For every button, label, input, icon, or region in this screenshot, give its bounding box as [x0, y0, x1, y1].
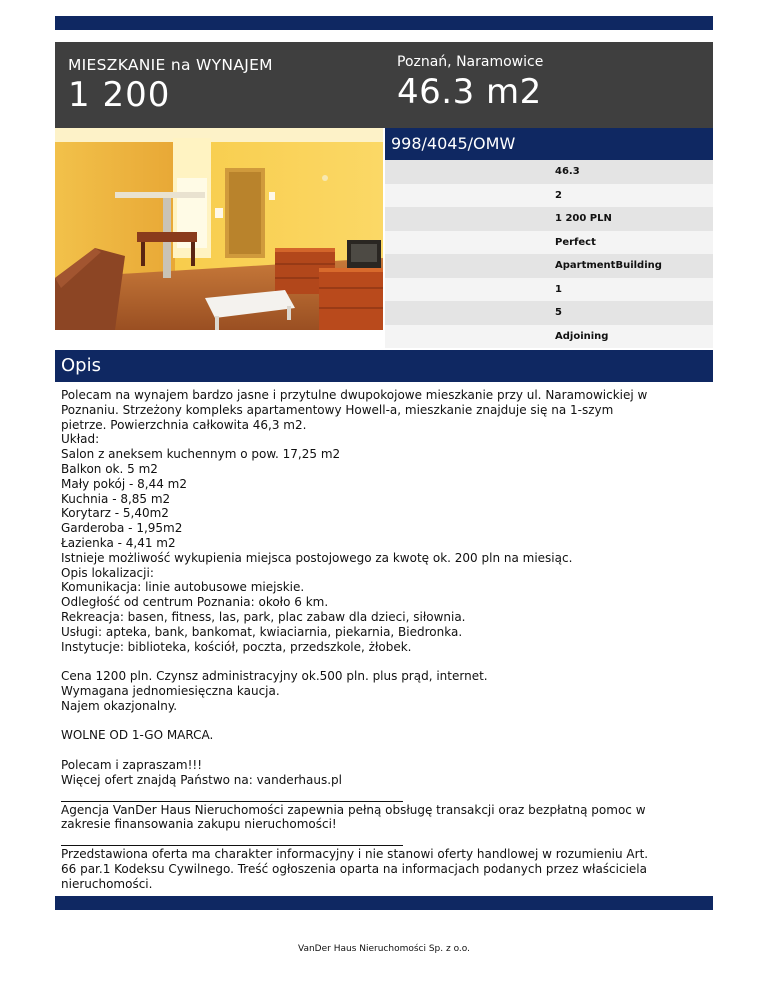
description-line: Wymagana jednomiesięczna kaucja. — [61, 683, 280, 698]
property-photo — [55, 128, 383, 330]
footer-company: VanDer Haus Nieruchomości Sp. z o.o. — [298, 944, 470, 954]
description-line: WOLNE OD 1-GO MARCA. — [61, 728, 214, 743]
reference-bar — [385, 128, 713, 160]
description-line: Poznaniu. Strzeżony kompleks apartamentowy Howell-a, mieszkanie znajduje się na 1-szym — [61, 402, 614, 417]
listing-header — [55, 42, 713, 128]
param-row — [385, 231, 713, 255]
description-line: Cena 1200 pln. Czynsz administracyjny ok.500 pln. plus prąd, internet. — [61, 669, 488, 684]
description-line: Przedstawiona oferta ma charakter informacyjny i nie stanowi oferty handlowej w rozumieniu Art. — [61, 847, 649, 862]
description-line: Rekreacja: basen, fitness, las, park, plac zabaw dla dzieci, siłownia. — [61, 609, 466, 624]
param-row — [385, 325, 713, 349]
description-line: Korytarz - 5,40m2 — [61, 506, 169, 521]
description-header — [55, 350, 713, 382]
param-value: 46.3 — [555, 166, 580, 177]
bottom-accent-bar — [55, 896, 713, 910]
param-value: 2 — [555, 189, 562, 201]
param-row — [385, 254, 713, 278]
paragraph-gap — [61, 714, 709, 729]
description-line: Istnieje możliwość wykupienia miejsca postojowego za kwotę ok. 200 pln na miesiąc. — [61, 550, 573, 565]
description-text — [61, 388, 709, 892]
description-line: Najem okazjonalny. — [61, 698, 178, 713]
top-accent-bar — [55, 16, 713, 30]
listing-price: 1 200 — [68, 75, 171, 115]
description-line: Mały pokój - 8,44 m2 — [61, 476, 188, 491]
param-row — [385, 207, 713, 231]
description-line: Polecam na wynajem bardzo jasne i przytulne dwupokojowe mieszkanie przy ul. Naramowickiej w — [61, 388, 648, 402]
description-line: zakresie finansowania zakupu nieruchomości! — [61, 817, 337, 832]
paragraph-gap — [61, 654, 709, 669]
description-line: nieruchomości. — [61, 876, 153, 891]
description-line: Odległość od centrum Poznania: około 6 km. — [61, 595, 329, 610]
description-line: Garderoba - 1,95m2 — [61, 521, 183, 536]
param-value: 1 200 PLN — [555, 213, 612, 224]
listing-type: MIESZKANIE na WYNAJEM — [68, 56, 273, 74]
section-title: Opis — [61, 355, 101, 376]
listing-location: Poznań, Naramowice — [397, 54, 544, 70]
parameters-table — [385, 160, 713, 348]
description-line: 66 par.1 Kodeksu Cywilnego. Treść ogłoszenia oparta na informacjach podanych przez właściciela — [61, 861, 647, 876]
description-line: Salon z aneksem kuchennym o pow. 17,25 m2 — [61, 447, 341, 462]
description-line: pietrze. Powierzchnia całkowita 46,3 m2. — [61, 417, 307, 432]
separator-rule — [61, 788, 403, 802]
description-line: Balkon ok. 5 m2 — [61, 461, 158, 476]
param-value: 5 — [555, 307, 562, 318]
separator-rule — [61, 832, 403, 846]
param-row — [385, 301, 713, 325]
description-line: Układ: — [61, 432, 100, 447]
description-line: Instytucje: biblioteka, kościół, poczta, przedszkole, żłobek. — [61, 639, 412, 654]
param-value: ApartmentBuilding — [555, 260, 662, 271]
description-line: Opis lokalizacji: — [61, 565, 154, 580]
description-line: Agencja VanDer Haus Nieruchomości zapewnia pełną obsługę transakcji oraz bezpłatną pomoc w — [61, 802, 646, 817]
param-row — [385, 278, 713, 302]
description-line: Usługi: apteka, bank, bankomat, kwiaciarnia, piekarnia, Biedronka. — [61, 624, 463, 639]
description-line: Komunikacja: linie autobusowe miejskie. — [61, 580, 305, 595]
description-line: Więcej ofert znajdą Państwo na: vanderhaus.pl — [61, 772, 342, 787]
param-value: 1 — [555, 283, 562, 295]
description-line: Polecam i zapraszam!!! — [61, 757, 203, 772]
description-line: Kuchnia - 8,85 m2 — [61, 491, 171, 506]
description-line: Łazienka - 4,41 m2 — [61, 535, 176, 550]
param-row — [385, 160, 713, 184]
param-value: Perfect — [555, 236, 596, 248]
param-value: Adjoining — [555, 330, 609, 342]
paragraph-gap — [61, 743, 709, 758]
listing-area: 46.3 m2 — [397, 72, 542, 112]
param-row — [385, 184, 713, 208]
listing-reference: 998/4045/OMW — [391, 134, 516, 153]
